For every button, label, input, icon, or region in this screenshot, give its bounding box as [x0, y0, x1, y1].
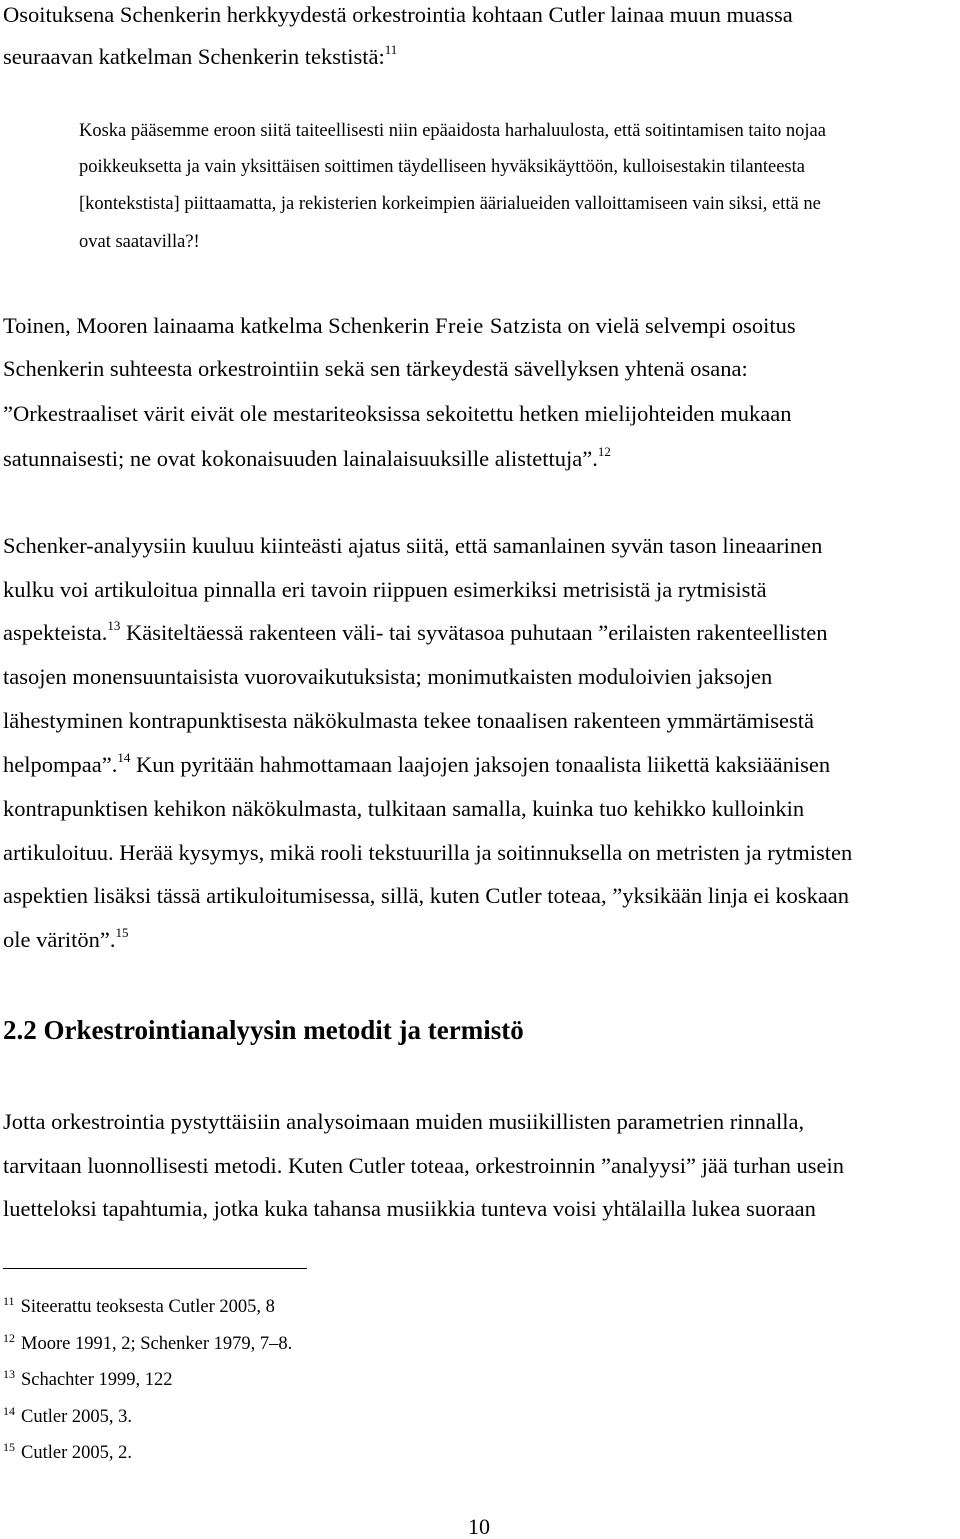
para3-line-3: [3, 617, 828, 645]
para3-line-6-b: Kun pyritään hahmottamaan laajojen jaksojen tonaalista liikettä kaksiäänisen: [130, 752, 831, 777]
blockquote-line-4: ovat saatavilla?!: [79, 232, 200, 252]
para3-line-9: aspektien lisäksi tässä artikuloitumisessa, sillä, kuten Cutler toteaa, ”yksikään linja ei koskaan: [3, 883, 850, 908]
blockquote-line-2: poikkeuksetta ja vain yksittäisen soittimen täydelliseen hyväksikäyttöön, kulloisestakin tilanteesta: [79, 157, 805, 177]
footnote-11: [3, 1293, 275, 1317]
blockquote-line-1: Koska pääsemme eroon siitä taiteellisesti niin epäaidosta harhaluulosta, että soitintamisen taito nojaa: [79, 121, 826, 141]
para3-line-3-a: aspekteista.: [3, 620, 108, 645]
para3-line-6-a: helpompaa”.: [3, 752, 118, 777]
footnote-number: 14: [3, 1403, 15, 1418]
blockquote-line-3: [kontekstista] piittaamatta, ja rekisterien korkeimpien äärialueiden valloittamiseen vain siksi, että ne: [79, 194, 821, 214]
para3-line-3-b: Käsiteltäessä rakenteen väli- tai syvätasoa puhutaan ”erilaisten rakenteellisten: [120, 620, 828, 645]
para3-line-4: tasojen monensuuntaisista vuorovaikutuksista; monimutkaisten moduloivien jaksojen: [3, 664, 773, 689]
para4-line-1: Jotta orkestrointia pystyttäisiin analysoimaan muiden musiikillisten parametrien rinnalla,: [3, 1109, 805, 1134]
para3-line-7: kontrapunktisen kehikon näkökulmasta, tulkitaan samalla, kuinka tuo kehikko kulloinkin: [3, 796, 805, 821]
intro-line-2-text: seuraavan katkelman Schenkerin tekstistä:: [3, 44, 385, 69]
footnote-ref-14[interactable]: 14: [117, 749, 131, 765]
footnote-ref-11[interactable]: 11: [384, 41, 398, 57]
para3-line-6: [3, 749, 831, 777]
para2-line-1-c: ista on vielä selvempi osoitus: [530, 313, 796, 338]
footnote-divider: [3, 1268, 307, 1269]
para2-line-4: [3, 443, 611, 471]
intro-line-2: [3, 41, 398, 69]
para2-line-1-a: Toinen, Mooren lainaama katkelma Schenkerin: [3, 313, 436, 338]
footnote-number: 15: [3, 1439, 15, 1454]
footnote-text: Cutler 2005, 2.: [21, 1443, 132, 1463]
book-title-freie-satz: Freie Satz: [435, 313, 531, 338]
para4-line-3: luetteloksi tapahtumia, jotka kuka tahansa musiikkia tunteva voisi yhtälailla lukea suoraan: [3, 1196, 816, 1221]
footnote-12: [3, 1330, 293, 1354]
page-number: 10: [468, 1514, 490, 1539]
footnote-ref-13[interactable]: 13: [107, 617, 121, 633]
intro-line-1: [3, 4, 793, 27]
para4-line-2: tarvitaan luonnollisesti metodi. Kuten Cutler toteaa, orkestroinnin ”analyysi” jää turhan usein: [3, 1153, 845, 1178]
para2-line-1: [3, 315, 796, 338]
para2-line-3: ”Orkestraaliset värit eivät ole mestariteoksissa sekoitettu hetken mielijohteiden mukaan: [3, 401, 792, 426]
section-heading: 2.2 Orkestrointianalyysin metodit ja termistö: [3, 1015, 524, 1045]
footnote-number: 13: [3, 1366, 15, 1381]
footnote-13: [3, 1366, 173, 1390]
para3-line-10-a: ole väritön”.: [3, 927, 116, 952]
footnote-ref-15[interactable]: 15: [115, 924, 129, 940]
para2-line-4-text: satunnaisesti; ne ovat kokonaisuuden lainalaisuuksille alistettuja”.: [3, 446, 598, 471]
para3-line-2: kulku voi artikuloitua pinnalla eri tavoin riippuen esimerkiksi metrisistä ja rytmisistä: [3, 577, 767, 602]
para3-line-8: artikuloituu. Herää kysymys, mikä rooli tekstuurilla ja soitinnuksella on metristen ja rytmisten: [3, 840, 853, 865]
footnote-text: Siteerattu teoksesta Cutler 2005, 8: [20, 1297, 275, 1317]
footnote-15: [3, 1439, 132, 1463]
footnote-number: 11: [3, 1293, 15, 1308]
para2-line-2: Schenkerin suhteesta orkestrointiin sekä sen tärkeydestä sävellyksen yhtenä osana:: [3, 356, 748, 381]
para3-line-5: lähestyminen kontrapunktisesta näkökulmasta tekee tonaalisen rakenteen ymmärtämisestä: [3, 708, 814, 733]
para3-line-1: Schenker-analyysiin kuuluu kiinteästi ajatus siitä, että samanlainen syvän tason lineaarinen: [3, 533, 823, 558]
footnote-text: Schachter 1999, 122: [21, 1370, 173, 1390]
footnote-text: Cutler 2005, 3.: [21, 1407, 132, 1427]
footnote-14: [3, 1403, 132, 1427]
footnote-number: 12: [3, 1330, 15, 1345]
footnote-text: Moore 1991, 2; Schenker 1979, 7–8.: [21, 1334, 293, 1354]
para3-line-10: [3, 924, 129, 952]
intro-line-1-text: Osoituksena Schenkerin herkkyydestä orkestrointia kohtaan Cutler lainaa muun muassa: [3, 2, 793, 27]
footnote-ref-12[interactable]: 12: [597, 443, 611, 459]
